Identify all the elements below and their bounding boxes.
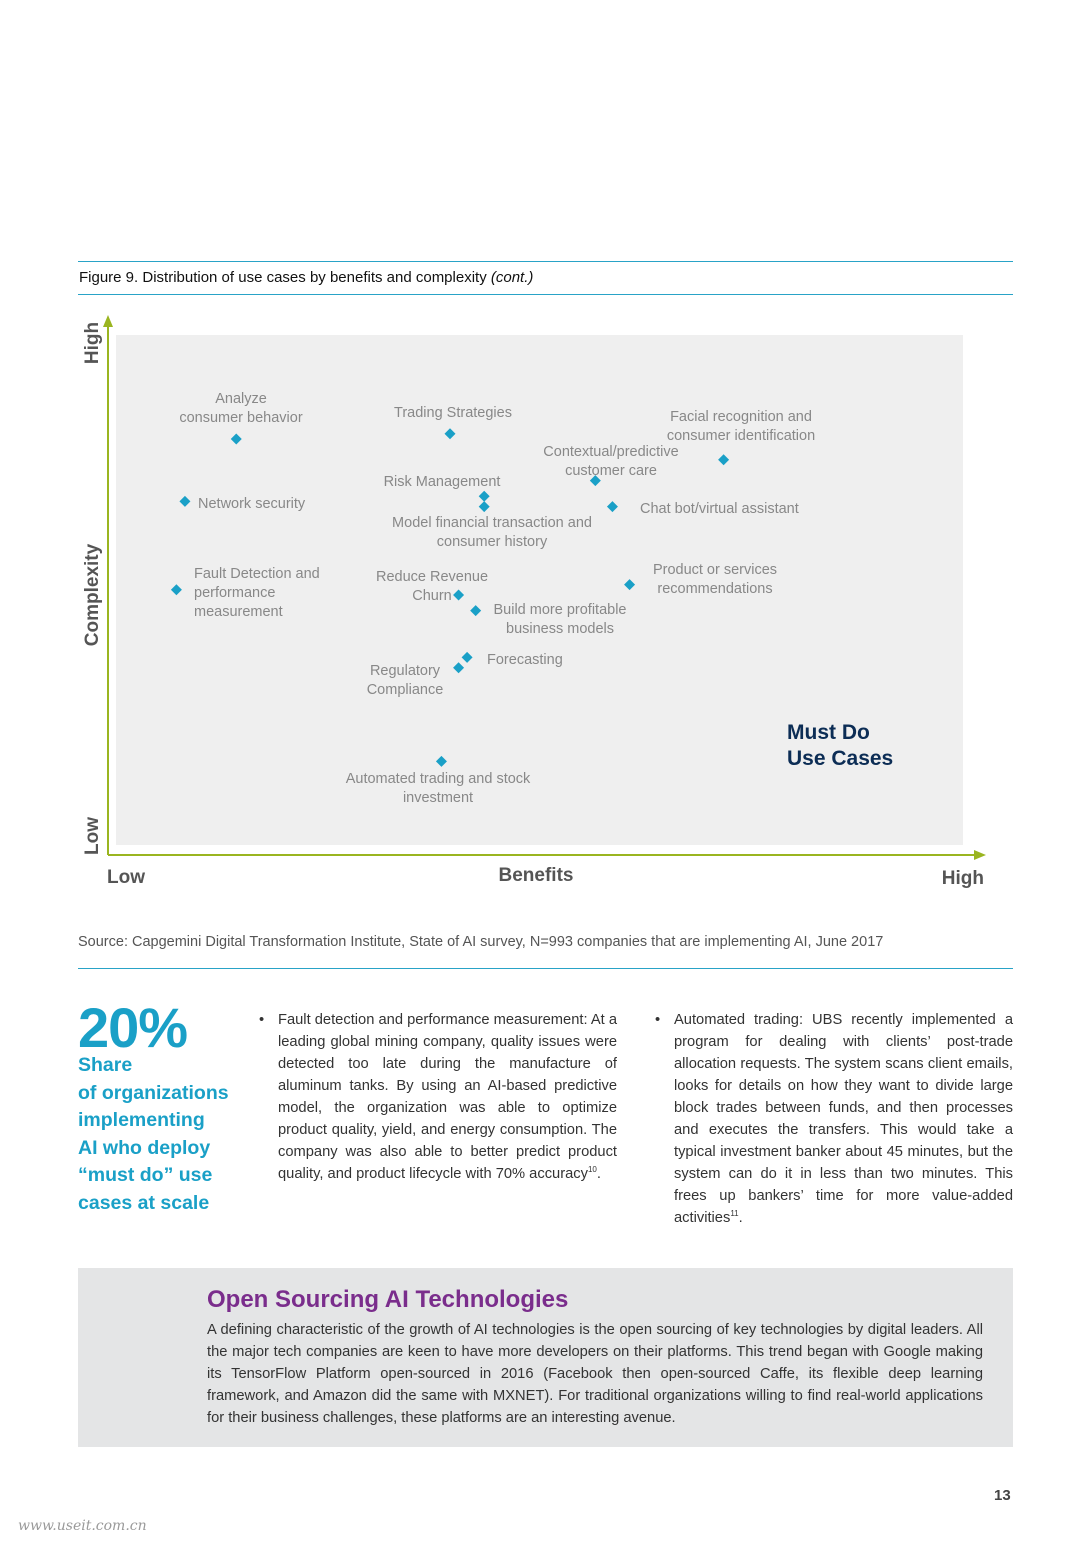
stat-value: 20% [78,996,188,1059]
data-point-label: measurement [194,604,283,620]
data-point-label: Reduce Revenue [375,569,489,585]
data-point-label: recommendations [657,581,773,597]
x-axis-low-label: Low [107,867,145,888]
footnote-ref: 11 [730,1209,739,1219]
page-number: 13 [994,1487,1011,1504]
data-point-label: Chat bot/virtual assistant [640,501,799,517]
x-axis-title: Benefits [498,865,574,886]
data-point-label: Forecasting [487,652,563,668]
data-point-label: Regulatory [369,663,441,679]
bullet-end: . [738,1210,743,1226]
data-point-label: Build more profitable [493,602,627,618]
data-point-label: Risk Management [383,474,501,490]
watermark: www.useit.com.cn [18,1518,147,1534]
figure-title: Figure 9. Distribution of use cases by benefits and complexity (cont.) [79,269,534,286]
figure-title-suffix: (cont.) [490,269,534,286]
bullet-automated-trading [655,1009,1013,1229]
stat-caption [78,1052,253,1217]
y-axis-arrow [103,315,113,327]
stat-caption-line: “must do” use [78,1164,213,1186]
stat-caption-line: implementing [78,1109,205,1131]
data-point-label: consumer behavior [179,410,303,426]
data-point-label: Churn [412,588,452,604]
stat-caption-line: of organizations [78,1081,229,1104]
data-point-label: Automated trading and stock [345,771,531,787]
quadrant-label-line: Use Cases [787,747,894,770]
data-point-label: Contextual/predictive [543,444,679,460]
data-point-label: business models [506,621,614,637]
data-point-label: consumer identification [666,428,816,444]
data-point-label: Facial recognition and [670,409,812,425]
quadrant-label-line: Must Do [787,721,870,744]
x-axis-arrow [974,850,986,860]
open-sourcing-callout [78,1268,1013,1447]
bullet-text: Automated trading: UBS recently implemented a program for dealing with clients’ post-trade allocation requests. The system scans client emails, looks for details on how they want to divide large block trades between funds, and then processes and executes the transfers. This would take a typical investment banker about 45 minutes, but the system can do it in less than two minutes. This frees up bankers’ time for more value-added activities [674,1012,1013,1226]
figure-source: Source: Capgemini Digital Transformation Institute, State of AI survey, N=993 companies that are implementing AI, June 2017 [78,934,884,950]
footnote-ref: 10 [587,1165,597,1175]
y-axis-low-label: Low [82,817,103,855]
data-point-label: investment [402,790,474,806]
bullet-mark: • [655,1012,661,1028]
data-point-label: performance [194,585,276,601]
data-point-label: consumer history [436,534,548,550]
stat-caption-line: Share [78,1054,133,1076]
data-point-label: Trading Strategies [394,405,512,421]
stat-caption-line: cases at scale [78,1191,210,1214]
bullet-mark: • [259,1012,265,1028]
callout-title: Open Sourcing AI Technologies [207,1286,569,1313]
data-point-label: Network security [198,496,306,512]
data-point-label: Product or services [652,562,778,578]
data-point-label: Fault Detection and [194,566,320,582]
bullet-text: Fault detection and performance measurement: At a leading global mining company, quality issues were detected too late during the manufacture of aluminum tanks. By using an AI-based predictive model, the organization was able to optimize product quality, yield, and energy consumption. The company was also able to better predict product quality, and product lifecycle with 70% accuracy [278,1012,617,1182]
bullet-fault-detection [259,1009,617,1185]
data-point-label: Model financial transaction and [392,515,592,531]
stat-caption-line: AI who deploy [78,1136,211,1159]
data-point-label: customer care [565,463,657,479]
bullet-end: . [596,1166,601,1182]
callout-text: A defining characteristic of the growth of AI technologies is the open sourcing of key technologies by digital leaders. All the major tech companies are keen to have more developers on their platforms. This trend began with Google making its TensorFlow Platform open-sourced in 2016 (Facebook then open-sourced Caffe, its flexible deep learning framework, and Amazon did the same with MXNET). For traditional organizations willing to find real-world applications for their business challenges, these platforms are an interesting avenue. [207,1322,983,1426]
data-point-label: Analyze [215,391,267,407]
y-axis-high-label: High [82,321,103,365]
x-axis-high-label: High [941,868,984,889]
y-axis-title: Complexity [82,543,103,647]
source-rule [78,968,1013,969]
data-point-label: Compliance [366,682,444,698]
